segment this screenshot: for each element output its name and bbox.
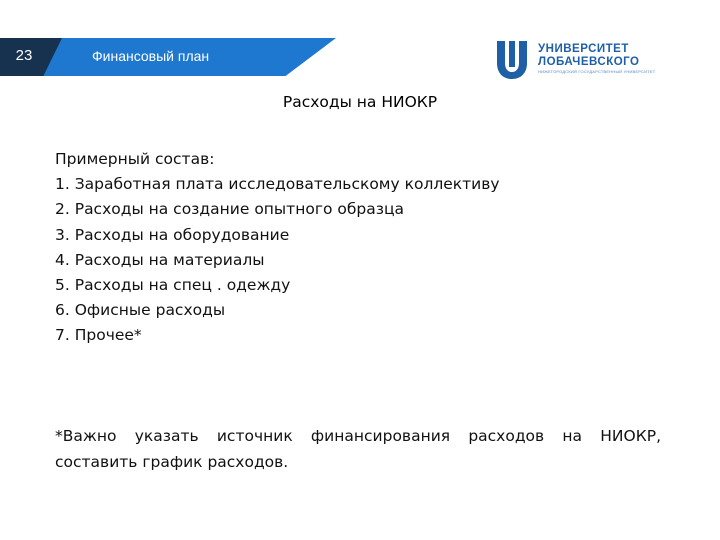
list-item: 5. Расходы на спец . одежду <box>55 276 291 295</box>
content-intro: Примерный состав: <box>55 150 215 168</box>
logo-line-1: УНИВЕРСИТЕТ <box>538 43 629 55</box>
logo-line-3: НИЖЕГОРОДСКИЙ ГОСУДАРСТВЕННЫЙ УНИВЕРСИТЕТ <box>538 69 656 74</box>
list-item: 1. Заработная плата исследовательскому коллективу <box>55 175 500 194</box>
list-item: 2. Расходы на создание опытного образца <box>55 200 405 219</box>
content-list <box>55 147 665 349</box>
footnote: *Важно указать источник финансирования расходов на НИОКР, составить график расходов. <box>55 427 661 471</box>
university-logo-icon <box>494 41 530 79</box>
list-item: 7. Прочее* <box>55 326 142 345</box>
slide-number: 23 <box>15 47 33 64</box>
list-item: 3. Расходы на оборудование <box>55 225 290 244</box>
logo-line-2: ЛОБАЧЕВСКОГО <box>538 56 640 68</box>
list-item: 6. Офисные расходы <box>55 301 226 320</box>
list-item: 4. Расходы на материалы <box>55 250 265 269</box>
university-logo-text <box>538 43 655 75</box>
section-title: Финансовый план <box>92 48 210 64</box>
page-title: Расходы на НИОКР <box>282 93 438 111</box>
